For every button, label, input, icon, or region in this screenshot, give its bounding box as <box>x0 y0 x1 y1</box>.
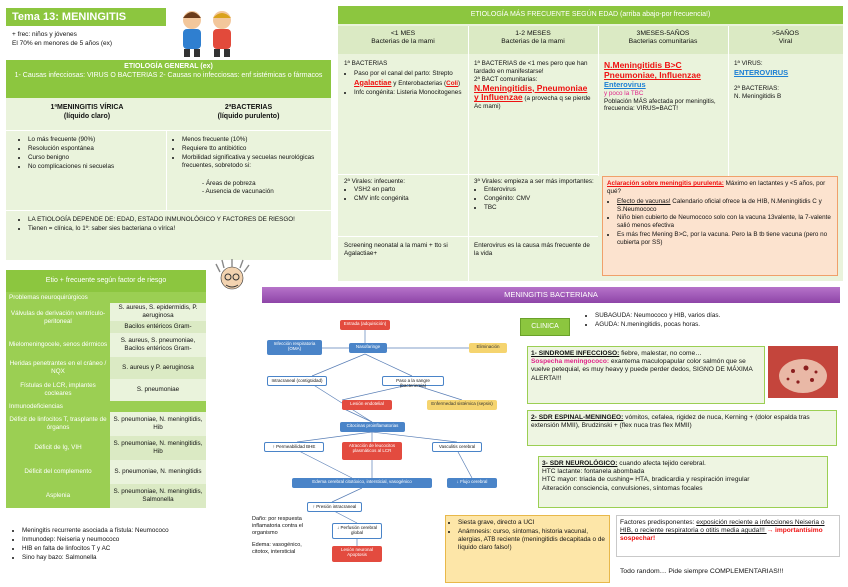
sindrome-neurologico-box: 3- SDR NEUROLÓGICO: cuando afecta tejido cerebral. HTC lactante: fontanela abombada HTC mayor: triada de cushing= HTA, bradicardia y respiración irregular Alteración consciencia, convulsiones, síntomas focales <box>538 456 828 508</box>
factores-box: Factores predisponentes: exposición reciente a infecciones Neiseria o HIB, o reciente respiratoria o otitis media aguda!!! → importantísimo sospechar! <box>616 515 840 557</box>
list-item: • SUBAGUDA: Neumococo y HIB, varios días. <box>595 312 845 320</box>
section-header: Problemas neuroquirúrgicos <box>6 292 206 303</box>
list-item: • Meningitis recurrente asociada a fístula: Neumococo <box>22 527 272 535</box>
list-item: • Curso benigno <box>28 154 168 162</box>
col-header-1-2: 1-2 MESES Bacterias de la mami <box>501 30 565 46</box>
etiologia-general-box <box>6 60 331 260</box>
list-item: • No complicaciones ni secuelas <box>28 163 168 171</box>
col-header-lt1: <1 MES Bacterias de la mami <box>371 30 435 46</box>
etiologia-general-subtitle: 1- Causas infecciosas: VIRUS O BACTERIAS 2- Causas no infecciosas: enf sistémicas o fármacos <box>14 71 323 79</box>
node-atraccion: Atracción de leucocitos plasmáticos al LCR <box>342 442 402 460</box>
list-item: • Es más frec Mening B>C, por la vacuna. Pero la B tb tiene vacuna (pero no cubierta por SS) <box>617 231 833 247</box>
etiologia-edad-table <box>338 6 843 281</box>
list-subitem: - Ausencia de vacunación <box>202 187 274 195</box>
final-note: Todo random… Pide siempre COMPLEMENTARIAS!!! <box>620 568 784 575</box>
edema-note: Edema: vasogénico, citotox, intersticial <box>252 542 302 555</box>
table-row: Déficit de linfocitos T, trasplante de órganos <box>6 412 110 436</box>
node-neuronal: Lesión neuronal Apoptosis <box>332 546 382 562</box>
cell-gt5-viral: 1ª VIRUS: ENTEROVIRUS 2ª BACTERIAS: N. Meningitidis B <box>734 60 789 101</box>
node-infeccion: Infección respiratoria (OMA) <box>267 340 322 355</box>
list-item: • Lo más frecuente (90%) <box>28 136 168 144</box>
factor-riesgo-table: Problemas neuroquirúrgicos Válvulas de derivación ventrículo-peritoneal S. aureus, S. epidermidis, P. aeruginosa Bacilos entéricos Gram- Mielomeningocele, senos dérmicos S. aureus, S. pneumoniae, Bacilos entéricos Gram- Heridas penetrantes en el cráneo / NQX S. aureus y P. aeruginosa Fístulas de LCR, implantes cocleares S. pneumoniae Inmunodeficiencias Déficit de linfocitos T, trasplante de órganos S. pneumoniae, N. meningitidis, Hib Déficit de Ig, VIH S. pneumoniae, N. meningitidis, Hib Déficit del complemento S. pneumoniae, N. meningitidis Asplenia S. pneumoniae, N. meningitidis, Salmonella <box>6 292 206 508</box>
intro-line-1: + frec: niños y jóvenes <box>12 31 77 38</box>
table-row: Fístulas de LCR, implantes cocleares <box>6 379 110 401</box>
factor-riesgo-header: Etio + frecuente según factor de riesgo <box>6 270 206 292</box>
node-citocinas: Citocinas proinflamatorias <box>340 422 405 432</box>
list-item: • Siesta grave, directo a UCI <box>458 519 606 527</box>
scientist-illustration <box>208 258 256 298</box>
node-sistemica: Enfermedad sistémica (sepsis) <box>427 400 497 410</box>
factor-riesgo-notes <box>12 527 272 562</box>
bacteriana-header: MENINGITIS BACTERIANA <box>262 287 840 303</box>
cell-1-2-virales: 3ª Virales: empieza a ser más importantes: • Enterovirus • Congénito: CMV • TBC <box>474 178 594 212</box>
list-item: • Sino hay bazo: Salmonella <box>22 554 272 562</box>
dano-note: Daño: por respuesta inflamatoria contra el organismo <box>252 516 304 536</box>
node-lesion: Lesión endotelial <box>342 400 392 410</box>
list-item: • Efecto de vacunas! Calendario oficial ofrece la de HIB, N.Meningitidis C y S.Neumococo <box>617 198 833 214</box>
table-row: Heridas penetrantes en el cráneo / NQX <box>6 357 110 379</box>
list-item: • Tienen = clínica, lo 1º: saber sies bacteriana o vírica! <box>28 225 328 233</box>
viral-list <box>18 136 168 171</box>
node-presion: ↑ Presión intracraneal <box>307 502 362 512</box>
node-intracraneal: Intracraneal (contigüidad) <box>267 376 327 386</box>
etiologia-edad-header: ETIOLOGÍA MÁS FRECUENTE SEGÚN EDAD (arriba abajo-por frecuencia!) <box>338 6 843 24</box>
clinica-label: CLINICA <box>520 318 570 336</box>
node-eliminacion: Eliminación <box>469 343 507 353</box>
cell-3m-5y-bacterias: N.Meningitidis B>C Pneumoniae, Influenzae Enterovirus y poco la TBC Población MÁS afectada por meningitis, frecuencia: VIRUS=BACT! <box>604 60 716 113</box>
intro-line-2: El 70% en menores de 5 años (ex) <box>12 40 113 47</box>
page-title: Tema 13: MENINGITIS <box>6 8 166 26</box>
bacterial-list <box>172 136 332 170</box>
list-item: • Menos frecuente (10%) <box>182 136 332 144</box>
list-item: • LA ETIOLOGÍA DEPENDE DE: EDAD, ESTADO INMUNOLÓGICO Y FACTORES DE RIESGO! <box>28 216 328 224</box>
list-item: • Inmunodep: Neiseria y neumococo <box>22 536 272 544</box>
node-nasofaringe: Nasofaringe <box>349 343 387 353</box>
node-permeabilidad: ↑ Permeabilidad BHE <box>264 442 324 452</box>
viral-subtitle: (líquido claro) <box>63 112 111 120</box>
cell-1-2-bacterias: 1ª BACTERIAS de <1 mes pero que han tardado en manifestarse! 2ª BACT comunitarias: N.Meningitidis, Pneumoniae y Influenzae (a provecha q se pierde Ac mami) <box>474 60 591 111</box>
clinica-list <box>585 312 845 330</box>
aclaracion-box: Aclaración sobre meningitis purulenta: Máximo en lactantes y <5 años, por qué? • Efecto de vacunas! Calendario oficial ofrece la de HIB, N.Meningitidis C y S.Neumococo • Niño bien cubierto de Neumococo solo con la vacuna 13valente, la 7-valente salió menos efectiva • Es más frec Mening B>C, por la vacuna. Pero la B tb tiene vacuna (pero no cubierta por SS) <box>602 176 838 276</box>
etiologia-general-title: ETIOLOGÍA GENERAL (ex) <box>124 63 213 70</box>
sindrome-espinal-box: 2- SDR ESPINAL-MENINGEO: vómitos, cefalea, rigidez de nuca, Kerning + (dolor espalda tras extensión MMII), Brudzinski + (flex nuca tras flex MMII) <box>527 410 837 446</box>
sindrome-infeccioso-box: 1- SINDROME INFECCIOSO: fiebre, malestar, no come… Sospecha meningococo: exantema maculopapular color salmón que se vuelve petequial, es muy heavy y puede perder dedos, SIGNO DE MÁXIMA ALERTA!!! <box>527 346 765 404</box>
list-subitem: - Áreas de pobreza <box>202 180 256 187</box>
node-sangre: Paso a la sangre (bacteriemia) <box>382 376 444 386</box>
table-row: Asplenia <box>6 484 110 508</box>
table-row: Mielomeningocele, senos dérmicos <box>6 333 110 357</box>
node-edema: Edema cerebral citotóxico, intersticial, vasogénico <box>292 478 432 488</box>
list-item: • Resolución espontánea <box>28 145 168 153</box>
list-item: • Niño bien cubierto de Neumococo solo con la vacuna 13valente, la 7-valente salió menos efectiva <box>617 214 833 230</box>
bacterial-subtitle: (líquido purulento) <box>217 112 280 120</box>
node-perfusion: ↓ Perfusión cerebral global <box>332 523 382 539</box>
list-item: • Anámnesis: curso, síntomas, historia vacunal, alergias, ATB reciente (meningitidis decapitada o de líquido claro falso!) <box>458 528 606 552</box>
section-header: Inmunodeficiencias <box>6 401 206 412</box>
node-entrada: Entrada (adquisición) <box>340 320 390 330</box>
list-item: • AGUDA: N.meningitidis, pocas horas. <box>595 321 845 329</box>
table-row: Déficit del complemento <box>6 460 110 484</box>
list-item: • Requiere tto antibiótico <box>182 145 332 153</box>
cell-lt1-virales: 2ª Virales: infecuente: • VSH2 en parto • CMV infc congénita <box>344 178 464 204</box>
cell-lt1-screening: Screening neonatal a la mami + tto si Agalactiae+ <box>344 242 448 257</box>
list-item: • HIB en falta de linfocitos T y AC <box>22 545 272 553</box>
etiologia-footer-list <box>18 216 328 234</box>
table-row: Válvulas de derivación ventrículo-peritoneal <box>6 303 110 333</box>
table-row: Déficit de Ig, VIH <box>6 436 110 460</box>
etiologia-general-header <box>6 60 331 98</box>
rash-photo <box>768 346 838 398</box>
children-illustration <box>170 6 242 58</box>
cell-lt1-bacterias: 1ª BACTERIAS • Paso por el canal del parto: Strepto Agalactiae y Enterobacterias (Coli) • Infc congénita: Listeria Monocitogenes <box>344 60 464 97</box>
node-flujo: ↓ Flujo cerebral <box>447 478 497 488</box>
list-item: • Morbilidad significativa y secuelas neurológicas frecuentes, sobretodo si: <box>182 154 332 170</box>
node-vasculitis: Vasculitis cerebral <box>432 442 482 452</box>
uci-box <box>445 515 610 583</box>
cell-1-2-enterovirus: Enterovirus es la causa más frecuente de la vida <box>474 242 590 257</box>
bacterial-title: 2ªBACTERIAS <box>224 104 273 111</box>
col-header-gt5: >5AÑOS Viral <box>771 30 799 46</box>
col-header-3m-5y: 3MESES-5AÑOS Bacterias comunitarias <box>628 30 698 46</box>
viral-title: 1ªMENINGITIS VÍRICA <box>50 104 124 111</box>
